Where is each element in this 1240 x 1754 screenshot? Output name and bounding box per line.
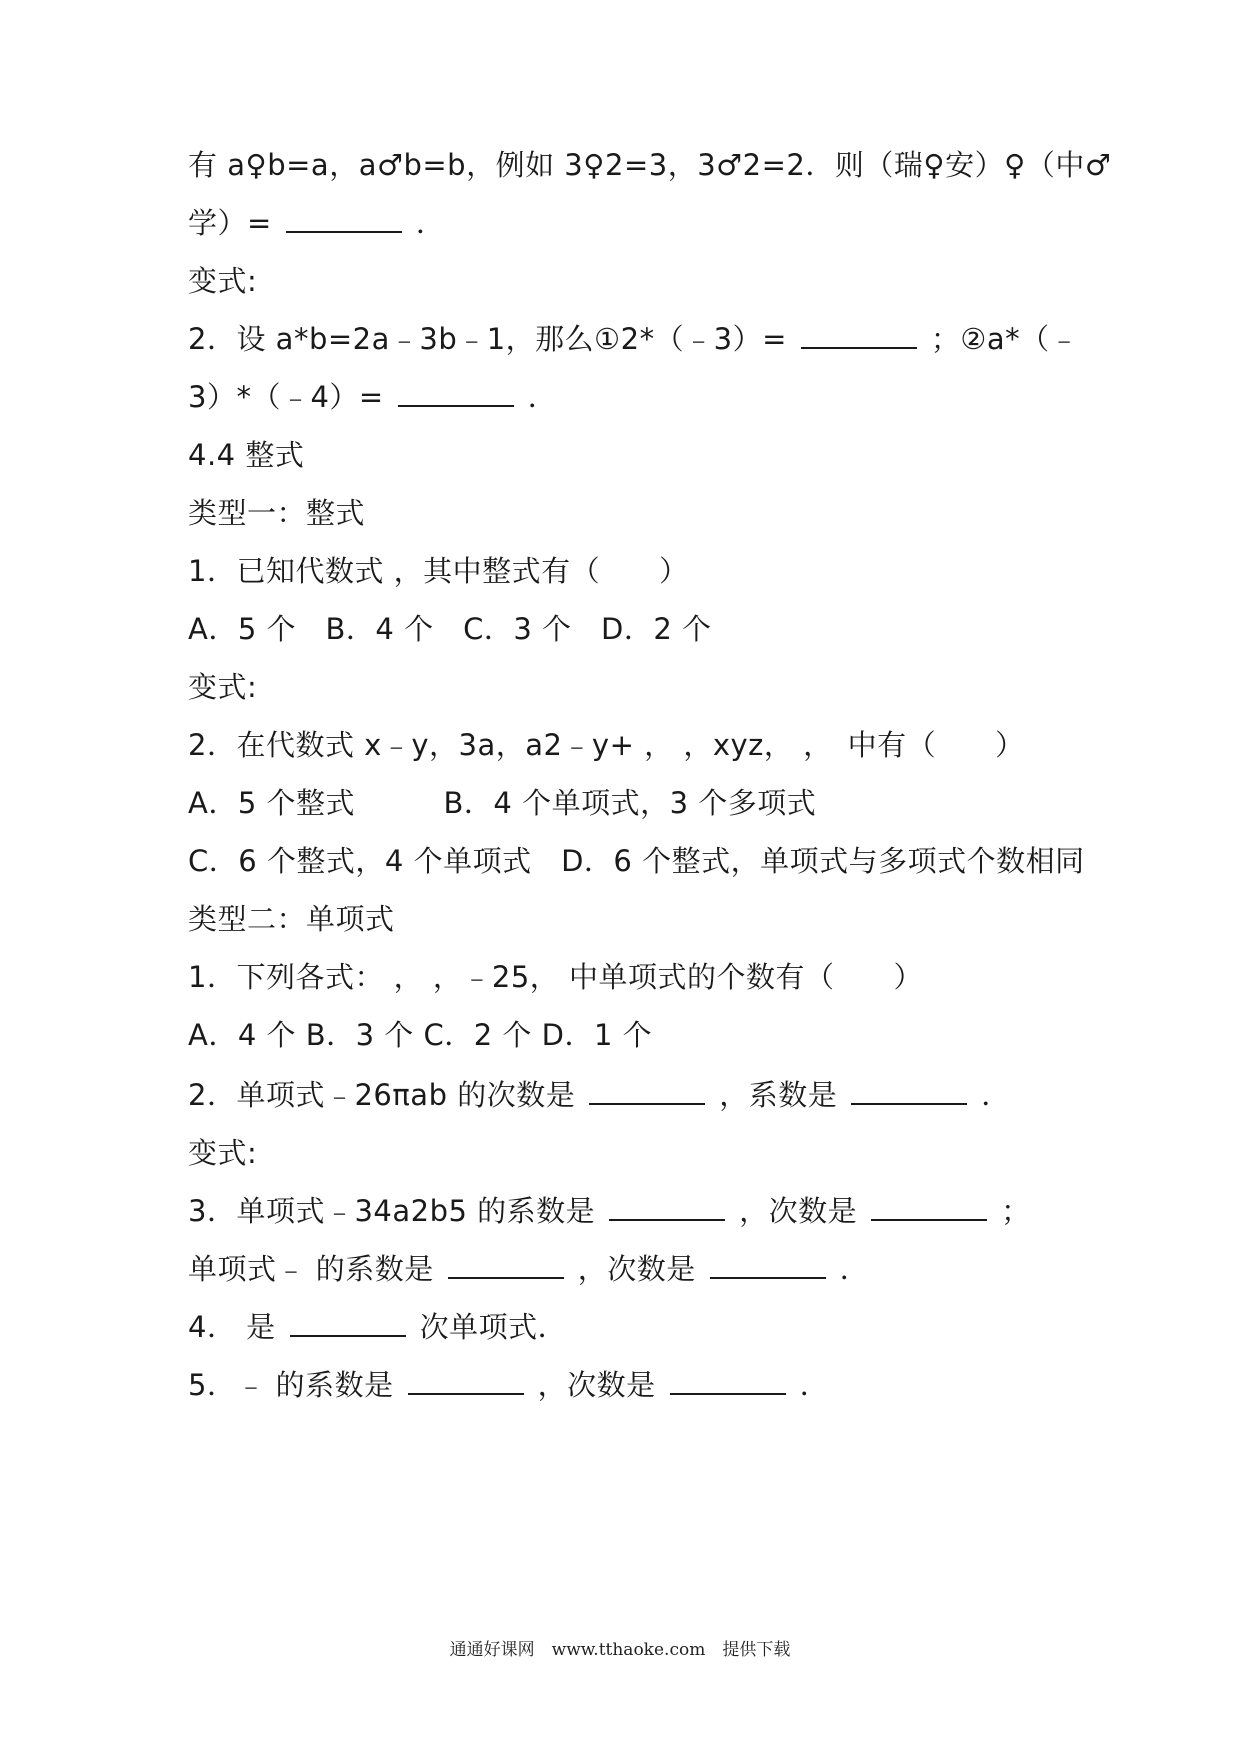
answer-blank[interactable]: [290, 1309, 406, 1337]
answer-blank[interactable]: [589, 1077, 705, 1105]
problem-text: 4． 是 次单项式．: [188, 1310, 568, 1344]
answer-blank[interactable]: [609, 1193, 725, 1221]
problem-text: 3．单项式﹣34a2b5 的系数是 ，次数是 ；: [188, 1194, 1031, 1228]
section-heading: 4.4 整式: [188, 438, 305, 472]
type-heading: 类型二：单项式: [188, 902, 395, 936]
problem-text: 3）*（﹣4）= ．: [188, 380, 558, 414]
problem-text: 学）= ．: [188, 206, 446, 240]
answer-blank[interactable]: [286, 205, 402, 233]
answer-blank[interactable]: [851, 1077, 967, 1105]
answer-blank[interactable]: [408, 1367, 524, 1395]
answer-blank[interactable]: [448, 1251, 564, 1279]
answer-options: A．5 个整式 B．4 个单项式，3 个多项式: [188, 786, 817, 820]
answer-blank[interactable]: [670, 1367, 786, 1395]
answer-blank[interactable]: [801, 321, 917, 349]
answer-options: A．4 个 B．3 个 C．2 个 D．1 个: [188, 1018, 653, 1052]
problem-text: 2．设 a*b=2a﹣3b﹣1，那么①2*（﹣3）= ；②a*（﹣: [188, 322, 1080, 356]
problem-text: 2．单项式﹣26πab 的次数是 ，系数是 ．: [188, 1078, 1011, 1112]
answer-options: C．6 个整式，4 个单项式 D．6 个整式，单项式与多项式个数相同: [188, 844, 1085, 878]
section-label: 变式:: [188, 1136, 258, 1170]
problem-text: 1．已知代数式 ，其中整式有（ ）: [188, 554, 689, 588]
answer-blank[interactable]: [710, 1251, 826, 1279]
problem-text: 单项式﹣ 的系数是 ，次数是 ．: [188, 1252, 870, 1286]
problem-text: 2．在代数式 x﹣y，3a，a2﹣y+ ， ，xyz， ， 中有（ ）: [188, 728, 1025, 762]
answer-blank[interactable]: [398, 379, 514, 407]
section-label: 变式:: [188, 264, 258, 298]
section-label: 变式:: [188, 670, 258, 704]
answer-options: A．5 个 B．4 个 C．3 个 D．2 个: [188, 612, 712, 646]
problem-text: 5．﹣ 的系数是 ，次数是 ．: [188, 1368, 830, 1402]
problem-text: 有 a♀b=a，a♂b=b，例如 3♀2=3，3♂2=2．则（瑞♀安）♀（中♂: [188, 148, 1112, 182]
answer-blank[interactable]: [871, 1193, 987, 1221]
page-footer: 通通好课网 www.tthaoke.com 提供下载: [449, 1640, 791, 1660]
problem-text: 1．下列各式： ， ，﹣25， 中单项式的个数有（ ）: [188, 960, 924, 994]
type-heading: 类型一：整式: [188, 496, 366, 530]
